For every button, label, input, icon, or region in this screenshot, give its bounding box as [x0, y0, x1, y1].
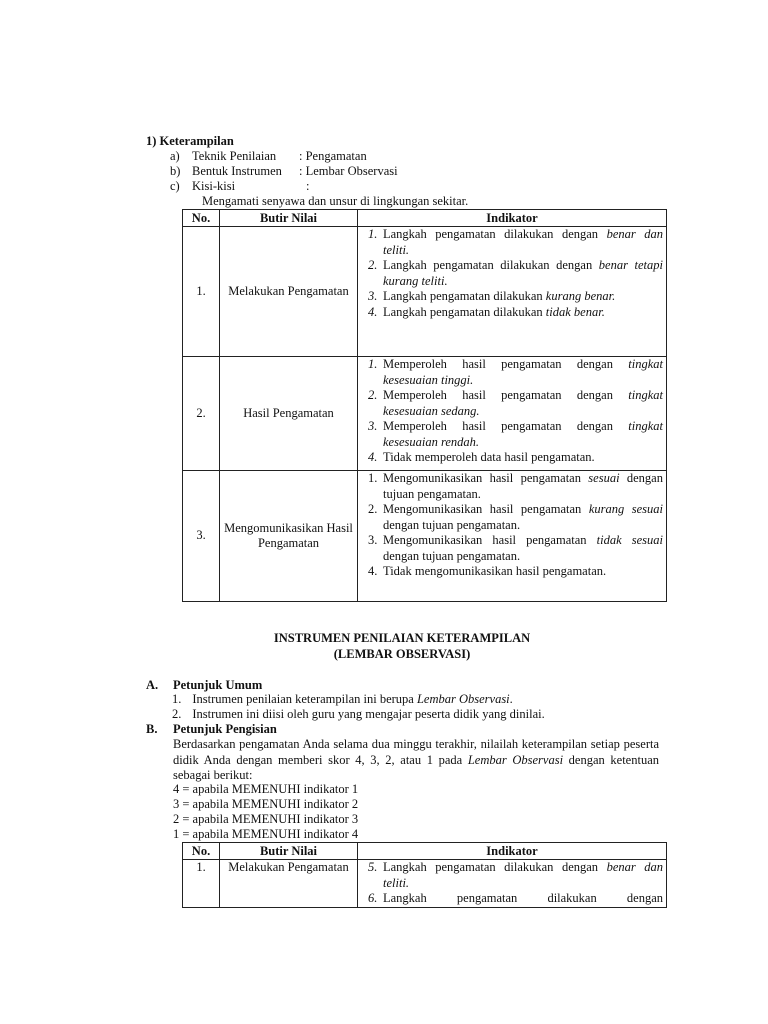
item-label: Teknik Penilaian [192, 149, 277, 163]
table-row [183, 471, 667, 602]
cell-butir: Mengomunikasikan Hasil Pengamatan [220, 471, 358, 602]
indikator-item: 1. Langkah pengamatan dilakukan dengan benar dan teliti. [368, 227, 663, 257]
cell-indikator [358, 471, 667, 602]
cell-butir: Melakukan Pengamatan [220, 227, 358, 357]
score-line: 1 = apabila MEMENUHI indikator 4 [173, 827, 359, 841]
item-value: : [306, 179, 310, 193]
cell-butir: Hasil Pengamatan [220, 357, 358, 471]
item-marker: b) [170, 164, 181, 178]
score-line: 3 = apabila MEMENUHI indikator 2 [173, 797, 359, 811]
item-value: : Lembar Observasi [299, 164, 398, 178]
header-indikator: Indikator [358, 210, 667, 227]
table-row [183, 357, 667, 471]
header-no: No. [183, 210, 220, 227]
instrumen-subtitle: (LEMBAR OBSERVASI) [333, 647, 471, 661]
cell-indikator [358, 227, 667, 357]
petunjuk-pengisian-paragraph: Berdasarkan pengamatan Anda selama dua minggu terakhir, nilailah keterampilan setiap peserta didik Anda dengan memberi skor 4, 3, 2, atau 1 pada Lembar Observasi dengan ketentuan sebagai berikut: [173, 737, 659, 782]
table-row [183, 227, 667, 357]
item-label: Kisi-kisi [192, 179, 236, 193]
item-marker: a) [170, 149, 180, 163]
cell-no: 2. [183, 357, 220, 471]
header-indikator: Indikator [358, 843, 667, 860]
item-marker: c) [170, 179, 180, 193]
header-butir-nilai: Butir Nilai [220, 843, 358, 860]
indikator-item: 6. Langkah pengamatan dilakukan dengan [368, 891, 663, 905]
table-kisi-kisi [182, 209, 667, 602]
score-line: 4 = apabila MEMENUHI indikator 1 [173, 782, 359, 796]
table-row [183, 860, 667, 908]
indikator-item: 4. Langkah pengamatan dilakukan tidak benar. [368, 304, 605, 319]
cell-indikator [358, 357, 667, 471]
cell-indikator [358, 860, 667, 908]
indikator-item: 1. Mengomunikasikan hasil pengamatan sesuai dengan tujuan pengamatan. [368, 471, 663, 501]
header-no: No. [183, 843, 220, 860]
indikator-item: 3. Memperoleh hasil pengamatan dengan tingkat kesesuaian rendah. [368, 419, 663, 449]
table-lembar-observasi [182, 842, 667, 908]
cell-butir: Melakukan Pengamatan [220, 860, 358, 908]
indikator-item: 5. Langkah pengamatan dilakukan dengan benar dan teliti. [368, 860, 663, 890]
table-header-row [183, 843, 667, 860]
kisi-kisi-subtitle: Mengamati senyawa dan unsur di lingkungan sekitar. [202, 194, 469, 208]
indikator-item: 2. Memperoleh hasil pengamatan dengan tingkat kesesuaian sedang. [368, 388, 663, 418]
indikator-item: 1. Memperoleh hasil pengamatan dengan tingkat kesesuaian tinggi. [368, 357, 663, 387]
indikator-item: 3. Langkah pengamatan dilakukan kurang benar. [368, 289, 616, 303]
petunjuk-umum-item-2: 2. Instrumen ini diisi oleh guru yang mengajar peserta didik yang dinilai. [172, 707, 545, 721]
item-label: Bentuk Instrumen [192, 164, 282, 178]
cell-no: 1. [183, 227, 220, 357]
score-line: 2 = apabila MEMENUHI indikator 3 [173, 812, 359, 826]
petunjuk-pengisian-heading: Petunjuk Pengisian [173, 722, 277, 736]
indikator-item: 2. Langkah pengamatan dilakukan dengan benar tetapi kurang teliti. [368, 258, 663, 288]
indikator-item: 3. Mengomunikasikan hasil pengamatan tidak sesuai dengan tujuan pengamatan. [368, 533, 663, 563]
petunjuk-umum-marker: A. [146, 678, 159, 692]
cell-no: 1. [183, 860, 220, 908]
petunjuk-umum-heading: Petunjuk Umum [173, 678, 263, 692]
indikator-item: 2. Mengomunikasikan hasil pengamatan kurang sesuai dengan tujuan pengamatan. [368, 502, 663, 532]
indikator-item: 4. Tidak memperoleh data hasil pengamatan. [368, 450, 595, 464]
indikator-item: 4. Tidak mengomunikasikan hasil pengamatan. [368, 564, 607, 578]
petunjuk-pengisian-marker: B. [146, 722, 158, 736]
cell-no: 3. [183, 471, 220, 602]
instrumen-title: INSTRUMEN PENILAIAN KETERAMPILAN [273, 631, 531, 645]
header-butir-nilai: Butir Nilai [220, 210, 358, 227]
section-heading-keterampilan: 1) Keterampilan [146, 134, 234, 148]
item-value: : Pengamatan [299, 149, 367, 163]
petunjuk-umum-item-1: 1. Instrumen penilaian keterampilan ini berupa Lembar Observasi. [172, 692, 513, 706]
table-header-row [183, 210, 667, 227]
